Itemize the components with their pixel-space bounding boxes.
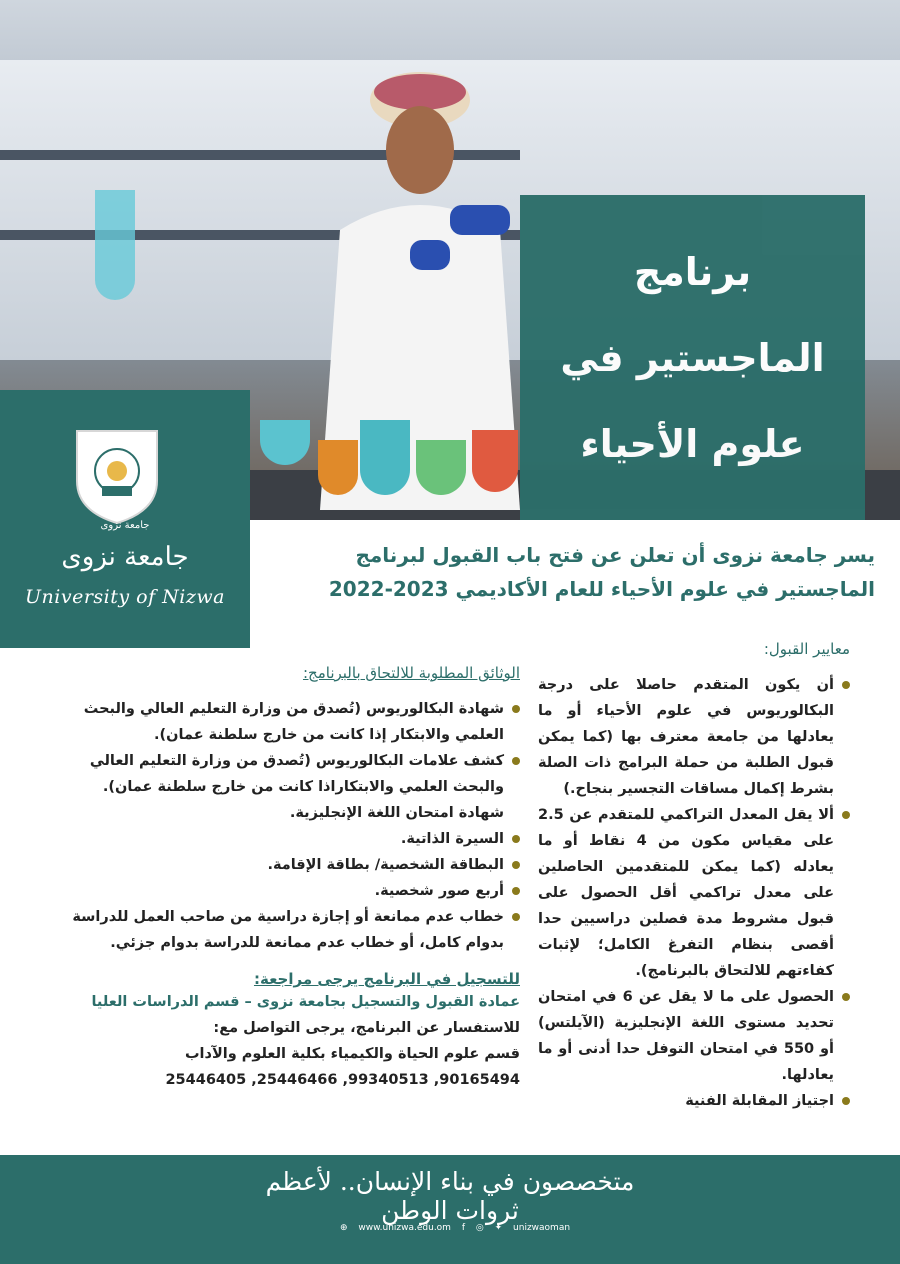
website-link[interactable]: www.unizwa.edu.om [358, 1223, 451, 1233]
list-item [40, 878, 520, 904]
list-item-text: السيرة الذاتية. [400, 831, 504, 847]
bullet-icon [512, 835, 520, 843]
inquiry-text: للاستفسار عن البرنامج، يرجى التواصل مع: [213, 1020, 520, 1036]
list-item [40, 826, 520, 852]
criteria-heading: معايير القبول: [763, 640, 850, 658]
logo-tagline: جامعة نزوى [100, 520, 150, 531]
university-logo-box [0, 390, 250, 648]
program-title-box [520, 195, 865, 520]
university-crest-icon [72, 426, 162, 526]
list-item-text: ألا يقل المعدل التراكمي للمتقدم عن 2.5 على مقياس مكون من 4 نقاط أو ما يعادله (كما يمكن للمتقدمين الحاصلين على معدل تراكمي أقل الحصول على قبول مشروط مدة فصلين دراسيين حدا أقصى بنظام التفرغ الكامل؛ لإثبات كفاءتهم للالتحاق بالبرنامج). [538, 807, 835, 979]
twitter-icon[interactable]: ✦ [494, 1223, 503, 1233]
list-item-text: البطاقة الشخصية/ بطاقة الإقامة. [267, 857, 504, 873]
documents-heading: الوثائق المطلوبة للالتحاق بالبرنامج: [302, 664, 520, 682]
list-item-text: كشف علامات البكالوريوس (تُصدق من وزارة التعليم العالي والبحث العلمي والابتكاراذا كانت من خارج سلطنة عمان). [89, 753, 504, 795]
flask [360, 420, 410, 495]
facebook-icon[interactable]: f [461, 1223, 465, 1233]
bullet-icon [512, 913, 520, 921]
social-handle[interactable]: unizwaoman [513, 1223, 571, 1233]
list-item [40, 800, 520, 826]
list-item [538, 672, 850, 802]
list-item-text: شهادة امتحان اللغة الإنجليزية. [289, 805, 504, 821]
list-item [40, 904, 520, 956]
footer-band [0, 1155, 900, 1264]
title-line: الماجستير في [560, 335, 825, 380]
university-english-name: University of Nizwa [25, 586, 225, 608]
list-item [40, 852, 520, 878]
title-line: علوم الأحياء [580, 421, 805, 466]
list-item-text: شهادة البكالوريوس (تُصدق من وزارة التعليم العالي والبحث العلمي والابتكار إذا كانت من خارج سلطنة عمان). [83, 701, 504, 743]
bullet-icon [512, 861, 520, 869]
bullet-icon [842, 681, 850, 689]
required-documents [40, 664, 520, 1088]
list-item [538, 1088, 850, 1114]
bullet-icon [842, 811, 850, 819]
bullet-icon [512, 705, 520, 713]
flask [416, 440, 466, 495]
documents-list [40, 696, 520, 956]
flask [318, 440, 358, 495]
bullet-icon [842, 993, 850, 1001]
list-item-text: أن يكون المتقدم حاصلا على درجة البكالوريوس في علوم الأحياء أو ما يعادلها من جامعة معترف بها (كما يمكن قبول الطلبة من حملة البرامج ذات الصلة بشرط إكمال مساقات التجسير بنجاح.) [538, 677, 834, 797]
phone-numbers: 25446405 ,25446466 ,99340513 ,90165494 [165, 1072, 520, 1088]
registration-office: عمادة القبول والتسجيل بجامعة نزوى – قسم الدراسات العليا [91, 994, 520, 1010]
university-arabic-name: جامعة نزوى [61, 542, 189, 572]
department-name: قسم علوم الحياة والكيمياء بكلية العلوم والآداب [184, 1046, 520, 1062]
list-item [40, 696, 520, 748]
list-item [538, 984, 850, 1088]
bullet-icon [512, 887, 520, 895]
list-item [538, 802, 850, 984]
flask [95, 190, 135, 300]
list-item-text: خطاب عدم ممانعة أو إجازة دراسية من صاحب العمل للدراسة بدوام كامل، أو خطاب عدم ممانعة للدراسة بدوام جزئي. [72, 909, 504, 951]
list-item-text: الحصول على ما لا يقل عن 6 في امتحان تحديد مستوى اللغة الإنجليزية (الآيلتس) أو 550 في امتحان التوفل حدا أدنى أو ما يعادلها. [538, 989, 834, 1083]
instagram-icon[interactable]: ◎ [475, 1223, 484, 1233]
registration-heading: للتسجيل في البرنامج يرجى مراجعة: [253, 970, 520, 988]
footer-slogan: متخصصون في بناء الإنسان.. لأعظم ثروات الوطن [265, 1167, 635, 1225]
list-item-text: اجتياز المقابلة الفنية [685, 1093, 834, 1109]
flask [472, 430, 518, 492]
intro-announcement: يسر جامعة نزوى أن تعلن عن فتح باب القبول لبرنامج الماجستير في علوم الأحياء للعام الأكاديمي 2023-2022 [328, 543, 875, 601]
footer-contact [330, 1223, 580, 1233]
globe-icon: ⊕ [339, 1223, 348, 1233]
title-line: برنامج [633, 249, 752, 294]
bullet-icon [842, 1097, 850, 1105]
list-item-text: أربع صور شخصية. [374, 883, 504, 899]
admission-criteria [538, 640, 850, 1114]
list-item [40, 748, 520, 800]
bullet-icon [512, 757, 520, 765]
criteria-list [538, 672, 850, 1114]
